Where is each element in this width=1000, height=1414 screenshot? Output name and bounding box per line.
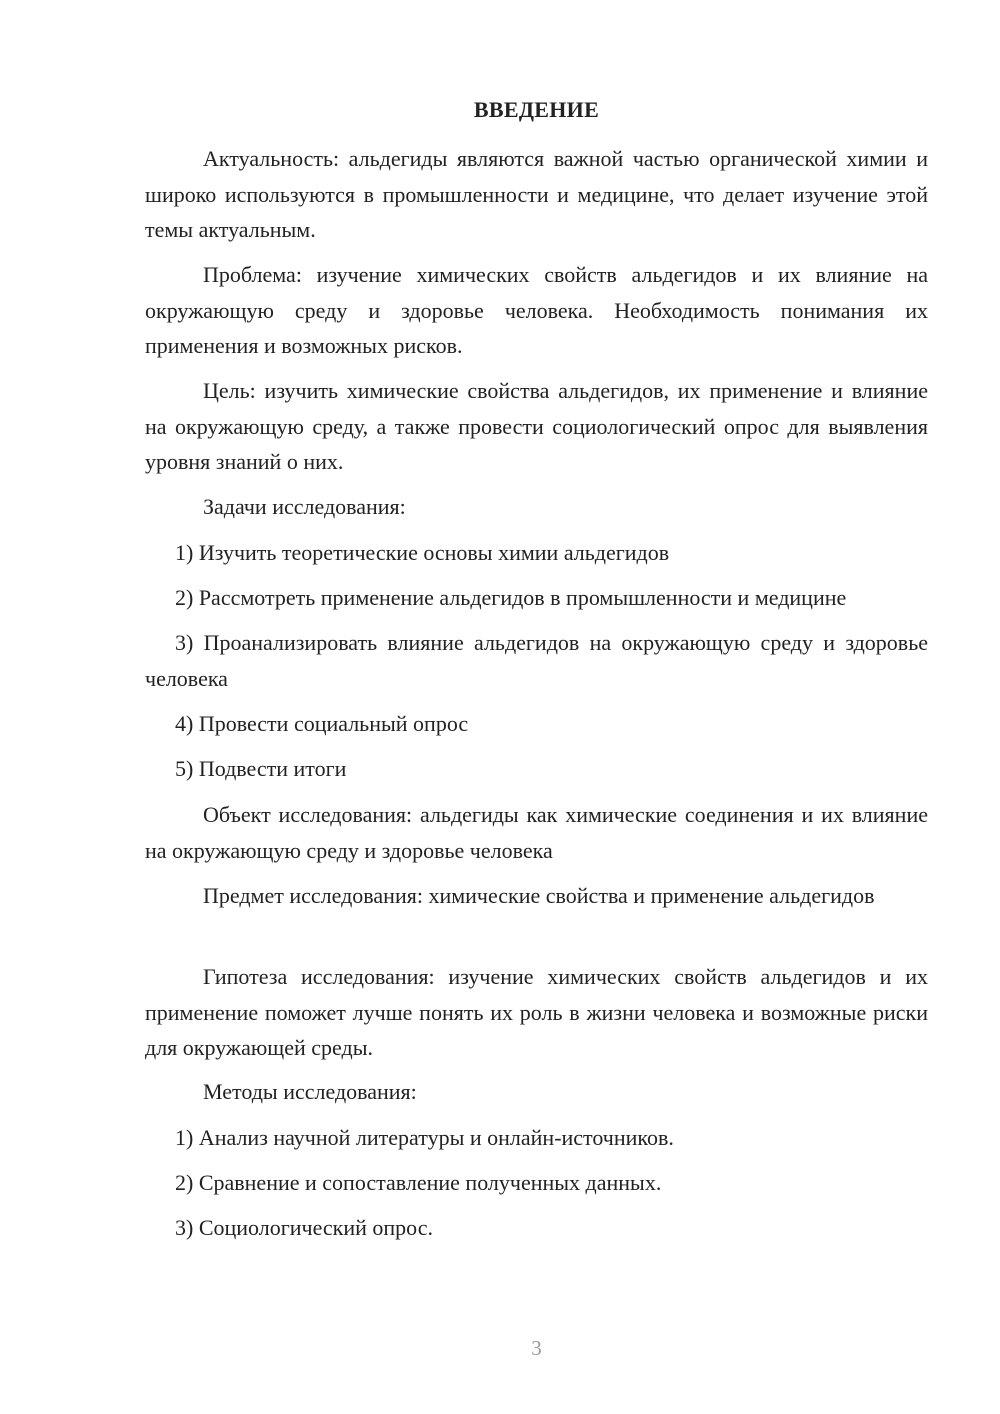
task-item-3: 3) Проанализировать влияние альдегидов на окружающую среду и здоровье человека: [145, 630, 928, 691]
task-item-2: 2) Рассмотреть применение альдегидов в промышленности и медицине: [175, 585, 847, 610]
hypothesis-paragraph: Гипотеза исследования: изучение химических свойств альдегидов и их применение поможет лучше понять их роль в жизни человека и возможные риски для окружающей среды.: [145, 964, 928, 1060]
method-item-1: 1) Анализ научной литературы и онлайн-источников.: [175, 1125, 674, 1150]
object-paragraph: Объект исследования: альдегиды как химические соединения и их влияние на окружающую среду и здоровье человека: [145, 802, 928, 863]
document-page: [145, 0, 928, 1414]
relevance-paragraph: Актуальность: альдегиды являются важной частью органической химии и широко используются в промышленности и медицине, что делает изучение этой темы актуальным.: [145, 146, 928, 242]
problem-paragraph: Проблема: изучение химических свойств альдегидов и их влияние на окружающую среду и здоровье человека. Необходимость понимания их применения и возможных рисков.: [145, 262, 928, 358]
task-item-4: 4) Провести социальный опрос: [175, 711, 469, 736]
methods-heading: Методы исследования:: [203, 1079, 417, 1104]
method-item-3: 3) Социологический опрос.: [175, 1215, 433, 1240]
page-title: ВВЕДЕНИЕ: [473, 97, 600, 122]
page-number: 3: [531, 1336, 542, 1360]
task-item-5: 5) Подвести итоги: [175, 756, 347, 781]
subject-paragraph: Предмет исследования: химические свойства и применение альдегидов: [203, 883, 875, 908]
task-item-1: 1) Изучить теоретические основы химии альдегидов: [175, 540, 670, 565]
method-item-2: 2) Сравнение и сопоставление полученных данных.: [175, 1170, 662, 1195]
tasks-heading: Задачи исследования:: [203, 494, 406, 519]
goal-paragraph: Цель: изучить химические свойства альдегидов, их применение и влияние на окружающую среду, а также провести социологический опрос для выявления уровня знаний о них.: [145, 378, 928, 474]
